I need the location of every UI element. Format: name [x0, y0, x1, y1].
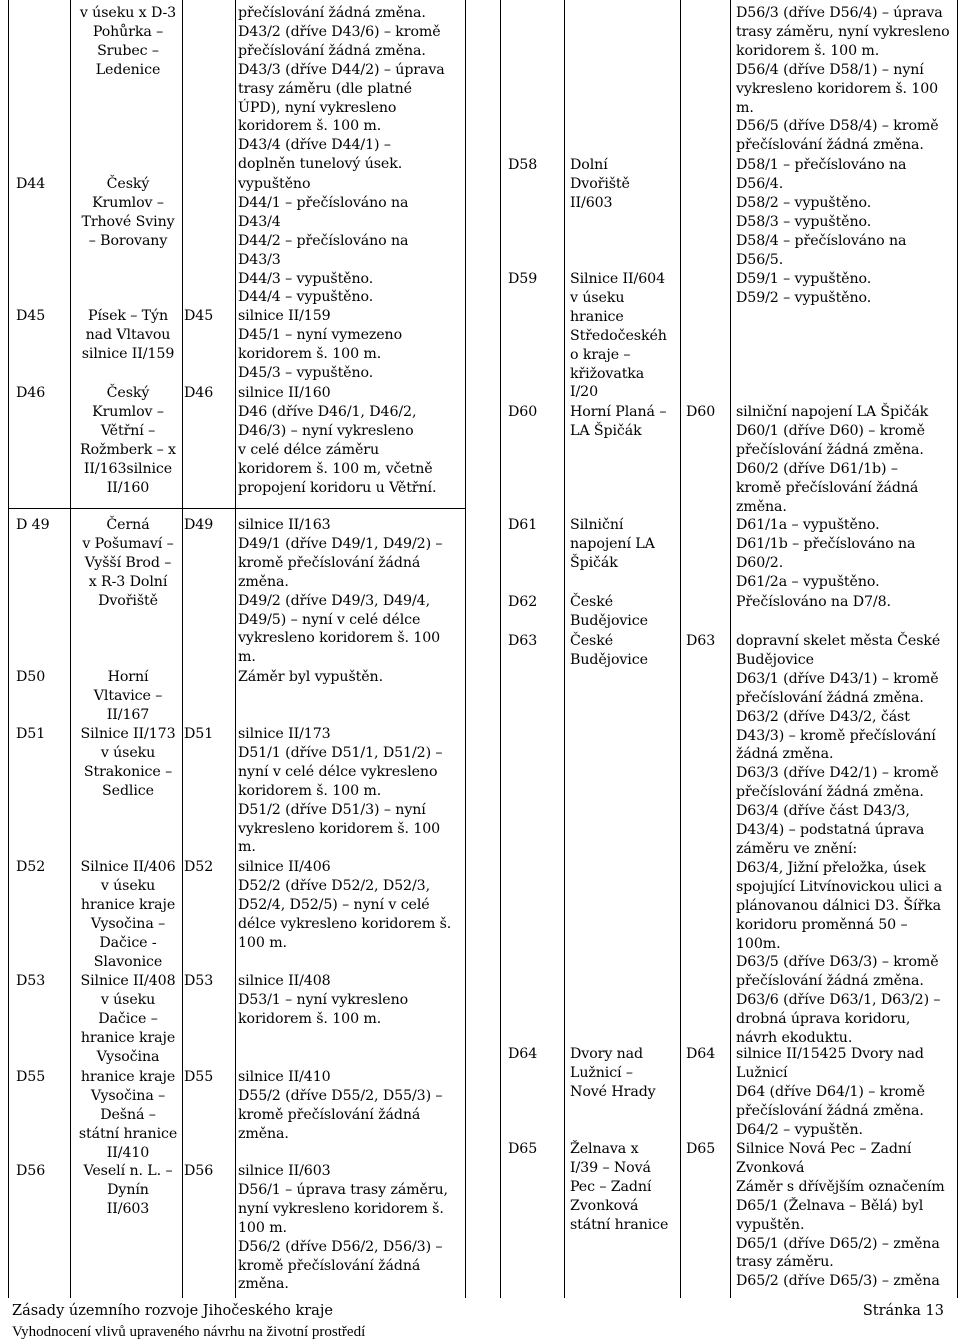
change-description: silnice II/163 D49/1 (dříve D49/1, D49/2) – kromě přečíslování žádná změna. D49/2 (dříve D49/3, D49/4, D49/5) – nyní v celé délce vykresleno koridorem š. 100 m.	[238, 517, 443, 666]
change-description: přečíslování žádná změna. D43/2 (dříve D43/6) – kromě přečíslování žádná změna. D43/3 (dříve D44/2) – úprava trasy záměru (dle platné ÚPD), nyní vykresleno koridorem š. 100 m. D43/4 (dříve D44/1) – doplněn tunelový úsek.	[238, 5, 445, 173]
table-left-column	[8, 0, 466, 1298]
route-cell: Silnice II/408 v úseku Dačice – hranice kraje Vysočina	[80, 973, 176, 1065]
change-description: D58/1 – přečíslováno na D56/4. D58/2 – vypuštěno. D58/3 – vypuštěno. D58/4 – přečíslováno na D56/5.	[736, 157, 907, 268]
corridor-code: D61	[508, 517, 538, 533]
route-cell: Dvory nad Lužnicí – Nové Hrady	[570, 1046, 656, 1100]
corridor-code: D64	[508, 1046, 538, 1062]
corridor-code: D45	[16, 308, 46, 324]
table-border	[8, 0, 9, 1298]
corridor-code: D63	[508, 633, 538, 649]
change-description: silnice II/603 D56/1 – úprava trasy záměru, nyní vykresleno koridorem š. 100 m. D56/2 (dříve D56/2, D56/3) – kromě přečíslování žádná změna.	[238, 1163, 448, 1293]
new-corridor-code: D51	[184, 726, 214, 742]
corridor-code: D59	[508, 271, 538, 287]
change-description: vypuštěno D44/1 – přečíslováno na D43/4 D44/2 – přečíslováno na D43/3 D44/3 – vypuštěno. D44/4 – vypuštěno.	[238, 176, 409, 306]
corridor-code: D 49	[16, 517, 50, 533]
new-corridor-code: D63	[686, 633, 716, 649]
route-cell: Český Krumlov – Trhové Sviny – Borovany	[81, 176, 175, 249]
new-corridor-code: D52	[184, 859, 214, 875]
new-corridor-code: D64	[686, 1046, 716, 1062]
new-corridor-code: D45	[184, 308, 214, 324]
corridor-code: D65	[508, 1141, 538, 1157]
change-description: silnice II/173 D51/1 (dříve D51/1, D51/2) – nyní v celé délce vykresleno koridorem š. 100 m. D51/2 (dříve D51/3) – nyní vykresleno koridorem š. 100 m.	[238, 726, 443, 856]
table-border	[182, 0, 183, 1298]
new-corridor-code: D49	[184, 517, 214, 533]
footer-document-title: Zásady územního rozvoje Jihočeského kraje	[12, 1303, 333, 1319]
corridor-code: D60	[508, 404, 538, 420]
route-cell: Český Krumlov – Větřní – Rožmberk – x II/163silnice II/160	[80, 385, 176, 496]
table-border	[70, 0, 71, 1298]
table-border	[235, 0, 236, 1298]
new-corridor-code: D56	[184, 1163, 214, 1179]
corridor-code: D44	[16, 176, 46, 192]
route-cell: Veselí n. L. – Dynín II/603	[83, 1163, 173, 1217]
change-description: silnice II/159 D45/1 – nyní vymezeno koridorem š. 100 m. D45/3 – vypuštěno.	[238, 308, 403, 381]
table-border	[730, 0, 731, 1298]
corridor-code: D62	[508, 594, 538, 610]
new-corridor-code: D65	[686, 1141, 716, 1157]
route-cell: České Budějovice	[570, 633, 648, 668]
corridor-code: D55	[16, 1069, 46, 1085]
change-description: dopravní skelet města České Budějovice D63/1 (dříve D43/1) – kromě přečíslování žádná změna. D63/2 (dříve D43/2, část D43/3) – kromě přečíslování žádná změna. D63/3 (dříve D42/1) – kromě přečíslování žádná změna. D63/4 (dříve část D43/3, D43/4) – podstatná úprava záměru ve znění: D63/4, Jižní přeložka, úsek spojující Litvínovickou ulici a plánovanou dálnici D3. Šířka koridoru proměnná 50 – 100m. D63/5 (dříve D63/3) – kromě přečíslování žádná změna. D63/6 (dříve D63/1, D63/2) – drobná úprava koridoru, návrh ekoduktu.	[736, 633, 943, 1047]
new-corridor-code: D46	[184, 385, 214, 401]
change-description: silnice II/15425 Dvory nad Lužnicí D64 (dříve D64/1) – kromě přečíslování žádná změna. D64/2 – vypuštěn.	[736, 1046, 925, 1138]
table-border	[465, 0, 466, 1298]
table-right-column	[500, 0, 958, 1298]
new-corridor-code: D55	[184, 1069, 214, 1085]
route-cell: Želnava x I/39 – Nová Pec – Zadní Zvonková státní hranice	[570, 1141, 669, 1233]
route-cell: Silnice II/406 v úseku hranice kraje Vysočina – Dačice - Slavonice	[80, 859, 176, 970]
change-description: silniční napojení LA Špičák D60/1 (dříve D60) – kromě přečíslování žádná změna. D60/2 (dříve D61/1b) – kromě přečíslování žádná změna.	[736, 404, 929, 515]
change-description: Přečíslováno na D7/8.	[736, 594, 891, 610]
table-row-separator	[8, 508, 466, 509]
corridor-code: D52	[16, 859, 46, 875]
route-cell: Silnice II/173 v úseku Strakonice – Sedlice	[80, 726, 176, 799]
route-cell: Silnice II/604 v úseku hranice Středočeskéh o kraje – křižovatka I/20	[570, 271, 667, 401]
route-cell: hranice kraje Vysočina – Dešná – státní hranice II/410	[78, 1069, 178, 1161]
table-border	[500, 0, 501, 1298]
change-description: silnice II/410 D55/2 (dříve D55/2, D55/3) – kromě přečíslování žádná změna.	[238, 1069, 443, 1142]
corridor-code: D50	[16, 669, 46, 685]
change-description: silnice II/160 D46 (dříve D46/1, D46/2, D46/3) – nyní vykresleno v celé délce záměru koridorem š. 100 m, včetně propojení koridoru u Větřní.	[238, 385, 437, 496]
route-cell: v úseku x D-3 Pohůrka – Srubec – Ledenice	[79, 5, 177, 78]
route-cell: České Budějovice	[570, 594, 648, 629]
route-cell: Silniční napojení LA Špičák	[570, 517, 655, 571]
route-cell: Písek – Týn nad Vltavou silnice II/159	[81, 308, 175, 362]
change-description: D56/3 (dříve D56/4) – úprava trasy záměru, nyní vykresleno koridorem š. 100 m. D56/4 (dříve D58/1) – nyní vykresleno koridorem š. 100 m. D56/5 (dříve D58/4) – kromě přečíslování žádná změna.	[736, 5, 950, 154]
footer-subtitle: Vyhodnocení vlivů upraveného návrhu na životní prostředí	[12, 1324, 366, 1340]
change-description: D59/1 – vypuštěno. D59/2 – vypuštěno.	[736, 271, 872, 306]
footer-page-number: Stránka 13	[862, 1303, 944, 1319]
corridor-code: D51	[16, 726, 46, 742]
corridor-code: D58	[508, 157, 538, 173]
route-cell: Dolní Dvořiště II/603	[570, 157, 630, 211]
route-cell: Horní Planá – LA Špičák	[570, 404, 667, 439]
route-cell: Horní Vltavice – II/167	[93, 669, 163, 723]
change-description: D61/1a – vypuštěno. D61/1b – přečíslováno na D60/2. D61/2a – vypuštěno.	[736, 517, 916, 590]
corridor-code: D53	[16, 973, 46, 989]
corridor-code: D56	[16, 1163, 46, 1179]
new-corridor-code: D53	[184, 973, 214, 989]
route-cell: Černá v Pošumaví – Vyšší Brod – x R-3 Dolní Dvořiště	[82, 517, 174, 609]
corridor-code: D46	[16, 385, 46, 401]
change-description: silnice II/408 D53/1 – nyní vykresleno koridorem š. 100 m.	[238, 973, 409, 1027]
change-description: Záměr byl vypuštěn.	[238, 669, 383, 685]
change-description: Silnice Nová Pec – Zadní Zvonková Záměr s dřívějším označením D65/1 (Želnava – Bělá) byl vypuštěn. D65/1 (dříve D65/2) – změna trasy záměru. D65/2 (dříve D65/3) – změna	[736, 1141, 945, 1290]
new-corridor-code: D60	[686, 404, 716, 420]
change-description: silnice II/406 D52/2 (dříve D52/2, D52/3, D52/4, D52/5) – nyní v celé délce vykresleno koridorem š. 100 m.	[238, 859, 452, 951]
